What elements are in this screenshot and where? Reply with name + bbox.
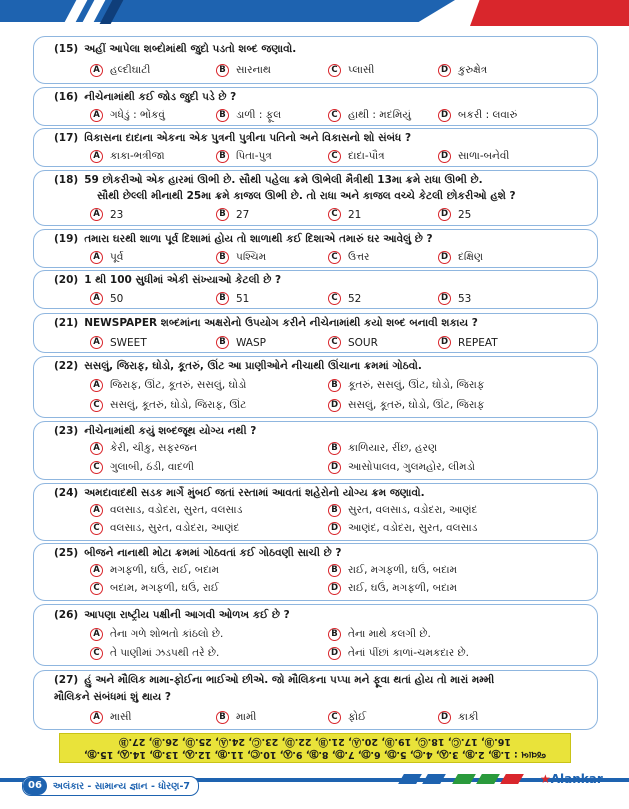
- option-label-circle: B: [216, 64, 229, 77]
- footer-stripe: [500, 774, 524, 784]
- option-c[interactable]: C હાથી : મદમિયું: [328, 109, 411, 122]
- option-a[interactable]: A વલસાડ, વડોદરા, સુરત, વલસાડ: [90, 504, 242, 517]
- option-label-circle: D: [438, 64, 451, 77]
- option-d[interactable]: D તેનાં પીંછાં કાળાં-ચમકદાર છે.: [328, 647, 469, 660]
- option-b[interactable]: B ડાળી : ફૂલ: [216, 109, 281, 122]
- option-b[interactable]: B સારનાથ: [216, 64, 271, 77]
- option-d[interactable]: D આસોપાલવ, ગુલમહોર, લીમડો: [328, 461, 475, 474]
- question-text: (16) નીચેનામાંથી કઈ જોડ જુદી પડે છે ?: [54, 91, 237, 103]
- question-text: (24) અમદાવાદથી સડક માર્ગે મુંબઈ જતાં રસ્તામાં આવતાં શહેરોનો યોગ્ય ક્રમ જણાવો.: [54, 487, 425, 499]
- question-text: (26) આપણા રાષ્ટ્રીય પક્ષીની આગવી ઓળખ કઈ છે ?: [54, 609, 290, 621]
- option-label-circle: D: [328, 461, 341, 474]
- question-text-line2: સૌથી છેલ્લી મીનાથી 25મા ક્રમે કાજલ ઊભી છે. તો રાધા અને કાજલ વચ્ચે કેટલી છોકરીઓ હશે ?: [97, 190, 516, 202]
- option-a[interactable]: A પૂર્વ: [90, 251, 123, 264]
- option-label-circle: D: [328, 647, 341, 660]
- question-card: [33, 36, 598, 84]
- option-label-circle: C: [90, 461, 103, 474]
- option-c[interactable]: C પ્લાસી: [328, 64, 374, 77]
- option-d[interactable]: D 25: [438, 208, 471, 221]
- question-card: [33, 483, 598, 541]
- option-label-circle: B: [216, 208, 229, 221]
- option-label-circle: C: [328, 64, 341, 77]
- question-text: (21) NEWSPAPER શબ્દમાંના અક્ષરોનો ઉપયોગ કરીને નીચેનામાંથી કયો શબ્દ બનાવી શકાય ?: [54, 317, 478, 329]
- option-label-circle: C: [328, 251, 341, 264]
- footer-stripe: [398, 774, 422, 784]
- option-label-circle: C: [90, 399, 103, 412]
- footer-stripes: [395, 770, 535, 792]
- option-a[interactable]: A માસી: [90, 711, 132, 724]
- option-a[interactable]: A કેરી, ચીકુ, સફરજન: [90, 442, 197, 455]
- option-d[interactable]: D સાળા-બનેવી: [438, 150, 509, 163]
- option-a[interactable]: A SWEET: [90, 336, 147, 349]
- option-c[interactable]: C ઉત્તર: [328, 251, 369, 264]
- option-label-circle: A: [90, 628, 103, 641]
- question-text: (17) વિકાસના દાદાના એકના એક પુત્રની પુત્રીના પતિનો અને વિકાસનો શો સંબંધ ?: [54, 132, 412, 144]
- option-label-circle: A: [90, 711, 103, 724]
- question-text: (22) સસલું, જિરાફ, ઘોડો, કૂતરું, ઊંટ આ પ્રાણીઓને નીચાથી ઊંચાના ક્રમમાં ગોઠવો.: [54, 360, 422, 372]
- option-b[interactable]: B તેના માથે કલગી છે.: [328, 628, 431, 641]
- book-title: અલંકાર - સામાન્ય જ્ઞાન - ધોરણ-7: [52, 780, 191, 792]
- option-b[interactable]: B WASP: [216, 336, 266, 349]
- question-text: (25) બીજને નાનાથી મોટા ક્રમમાં ગોઠવતાં કઈ ગોઠવણી સાચી છે ?: [54, 547, 342, 559]
- option-label-circle: B: [216, 711, 229, 724]
- answer-key-line1: જવાબ : 1.Ⓑ, 2.Ⓑ, 3.Ⓐ, 4.Ⓒ, 5.Ⓓ, 6.Ⓓ, 7.Ⓓ, 8.Ⓑ, 9.Ⓐ, 10.Ⓒ, 11.Ⓑ, 12.Ⓐ, 13.Ⓓ, 14.Ⓐ, 15.Ⓑ,: [84, 749, 546, 760]
- question-card: [33, 229, 598, 268]
- footer: [0, 768, 629, 809]
- option-b[interactable]: B કાળિયાર, રીંછ, હરણ: [328, 442, 437, 455]
- option-label-circle: D: [438, 336, 451, 349]
- question-card: [33, 270, 598, 309]
- question-card: [33, 543, 598, 601]
- option-label-circle: C: [90, 647, 103, 660]
- option-c[interactable]: C 21: [328, 208, 361, 221]
- option-label-circle: C: [328, 109, 341, 122]
- option-label-circle: A: [90, 564, 103, 577]
- option-label-circle: C: [90, 522, 103, 535]
- option-label-circle: B: [328, 504, 341, 517]
- option-label-circle: D: [328, 399, 341, 412]
- option-label-circle: D: [438, 109, 451, 122]
- option-a[interactable]: A ગધેડું : ભોંકવું: [90, 109, 165, 122]
- option-label-circle: A: [90, 64, 103, 77]
- question-card: [33, 87, 598, 126]
- option-b[interactable]: B સુરત, વલસાડ, વડોદરા, આણંદ: [328, 504, 477, 517]
- option-label-circle: C: [90, 582, 103, 595]
- option-label-circle: A: [90, 109, 103, 122]
- option-label-circle: A: [90, 504, 103, 517]
- option-a[interactable]: A 50: [90, 292, 123, 305]
- option-c[interactable]: C તે પાણીમાં ઝડપથી તરે છે.: [90, 647, 219, 660]
- option-label-circle: C: [328, 150, 341, 163]
- footer-stripe: [476, 774, 500, 784]
- question-card: [33, 604, 598, 666]
- option-label-circle: D: [328, 522, 341, 535]
- question-card: [33, 421, 598, 480]
- option-b[interactable]: B પશ્ચિમ: [216, 251, 266, 264]
- option-c[interactable]: C દાદા-પૌત્ર: [328, 150, 385, 163]
- footer-stripe: [452, 774, 476, 784]
- question-card: [33, 313, 598, 353]
- option-label-circle: C: [328, 711, 341, 724]
- option-c[interactable]: C ફોઈ: [328, 711, 366, 724]
- option-label-circle: A: [90, 379, 103, 392]
- option-b[interactable]: B કૂતરું, સસલું, ઊંટ, ઘોડો, જિરાફ: [328, 379, 484, 392]
- option-c[interactable]: C વલસાડ, સુરત, વડોદરા, આણંદ: [90, 522, 239, 535]
- option-d[interactable]: D આણંદ, વડોદરા, સુરત, વલસાડ: [328, 522, 477, 535]
- option-label-circle: A: [90, 336, 103, 349]
- option-c[interactable]: C 52: [328, 292, 361, 305]
- footer-tag: [22, 776, 199, 796]
- option-label-circle: B: [216, 109, 229, 122]
- option-label-circle: D: [328, 582, 341, 595]
- question-card: [33, 356, 598, 418]
- option-label-circle: B: [216, 292, 229, 305]
- option-d[interactable]: D સસલું, કૂતરું, ઘોડો, ઊંટ, જિરાફ: [328, 399, 484, 412]
- answer-key-strip: [59, 733, 571, 763]
- option-a[interactable]: A હલ્દીઘાટી: [90, 64, 150, 77]
- page-number: 06: [23, 777, 47, 795]
- footer-stripe: [422, 774, 446, 784]
- option-label-circle: B: [216, 251, 229, 264]
- option-a[interactable]: A તેના ગળે શોભતો કાંઠલો છે.: [90, 628, 223, 641]
- question-card: [33, 670, 598, 730]
- option-label-circle: A: [90, 292, 103, 305]
- question-text: (23) નીચેનામાંથી કયું શબ્દજૂથ યોગ્ય નથી ?: [54, 425, 257, 437]
- option-b[interactable]: B પિતા-પુત્ર: [216, 150, 272, 163]
- option-d[interactable]: D કુરુક્ષેત્ર: [438, 64, 487, 77]
- option-label-circle: D: [438, 711, 451, 724]
- option-label-circle: B: [216, 336, 229, 349]
- option-label-circle: B: [328, 379, 341, 392]
- option-d[interactable]: D બકરી : લવારું: [438, 109, 517, 122]
- option-c[interactable]: C ગુલાબી, ઠંડી, વાદળી: [90, 461, 194, 474]
- option-label-circle: B: [328, 442, 341, 455]
- question-text: (19) તમારા ઘરથી શાળા પૂર્વ દિશામાં હોય તો શાળાથી કઈ દિશાએ તમારું ઘર આવેલું છે ?: [54, 233, 433, 245]
- option-label-circle: A: [90, 150, 103, 163]
- question-text: (18) 59 છોકરીઓ એક હારમાં ઊભી છે. સૌથી પહેલા ક્રમે ઊભેલી મૈત્રીથી 13મા ક્રમે રાધા ઊભી છે.: [54, 174, 483, 186]
- option-a[interactable]: A મગફળી, ઘઉં, રાઈ, બદામ: [90, 564, 219, 577]
- question-text: (27) હું અને મૌલિક મામા-ફોઈના ભાઈઓ છીએ. જો મૌલિકના પપ્પા મને ફૂવા થતાં હોય તો મારાં મમ્મી: [54, 674, 495, 686]
- header-band: [0, 0, 629, 30]
- option-a[interactable]: A જિરાફ, ઊંટ, કૂતરું, સસલું, ઘોડો: [90, 379, 246, 392]
- question-text-line2: મૌલિકને સંબંધમાં શું થાય ?: [54, 691, 171, 703]
- option-c[interactable]: C બદામ, મગફળી, ઘઉં, રાઈ: [90, 582, 219, 595]
- option-d[interactable]: D 53: [438, 292, 471, 305]
- option-label-circle: C: [328, 336, 341, 349]
- option-b[interactable]: B મામી: [216, 711, 256, 724]
- option-d[interactable]: D REPEAT: [438, 336, 498, 349]
- option-d[interactable]: D કાકી: [438, 711, 478, 724]
- question-text: (20) 1 થી 100 સુધીમાં એકી સંખ્યાઓ કેટલી છે ?: [54, 274, 282, 286]
- option-c[interactable]: C સસલું, કૂતરું, ઘોડો, જિરાફ, ઊંટ: [90, 399, 246, 412]
- option-c[interactable]: C SOUR: [328, 336, 378, 349]
- option-label-circle: C: [328, 208, 341, 221]
- option-label-circle: D: [438, 251, 451, 264]
- option-a[interactable]: A 23: [90, 208, 123, 221]
- option-b[interactable]: B રાઈ, મગફળી, ઘઉં, બદામ: [328, 564, 457, 577]
- option-label-circle: C: [328, 292, 341, 305]
- option-label-circle: D: [438, 292, 451, 305]
- option-b[interactable]: B 27: [216, 208, 249, 221]
- option-label-circle: D: [438, 150, 451, 163]
- option-label-circle: B: [216, 150, 229, 163]
- option-label-circle: B: [328, 564, 341, 577]
- question-text: (15) અહીં આપેલા શબ્દોમાંથી જુદો પડતો શબ્દ જણાવો.: [54, 43, 297, 55]
- option-b[interactable]: B 51: [216, 292, 249, 305]
- option-label-circle: A: [90, 251, 103, 264]
- option-label-circle: A: [90, 442, 103, 455]
- option-d[interactable]: D રાઈ, ઘઉં, મગફળી, બદામ: [328, 582, 457, 595]
- option-label-circle: D: [438, 208, 451, 221]
- option-label-circle: B: [328, 628, 341, 641]
- answer-key-line2: 16.Ⓑ, 17.Ⓒ, 18.Ⓒ, 19.Ⓑ, 20.Ⓐ, 21.Ⓑ, 22.Ⓓ, 23.Ⓒ, 24.Ⓐ, 25.Ⓓ, 26.Ⓑ, 27.Ⓑ: [118, 736, 512, 747]
- option-d[interactable]: D દક્ષિણ: [438, 251, 483, 264]
- header-red-bar: [470, 0, 629, 26]
- question-card: [33, 128, 598, 167]
- question-card: [33, 170, 598, 226]
- option-label-circle: A: [90, 208, 103, 221]
- publisher-logo: ★Alankar: [540, 772, 603, 786]
- option-a[interactable]: A કાકા-ભત્રીજા: [90, 150, 165, 163]
